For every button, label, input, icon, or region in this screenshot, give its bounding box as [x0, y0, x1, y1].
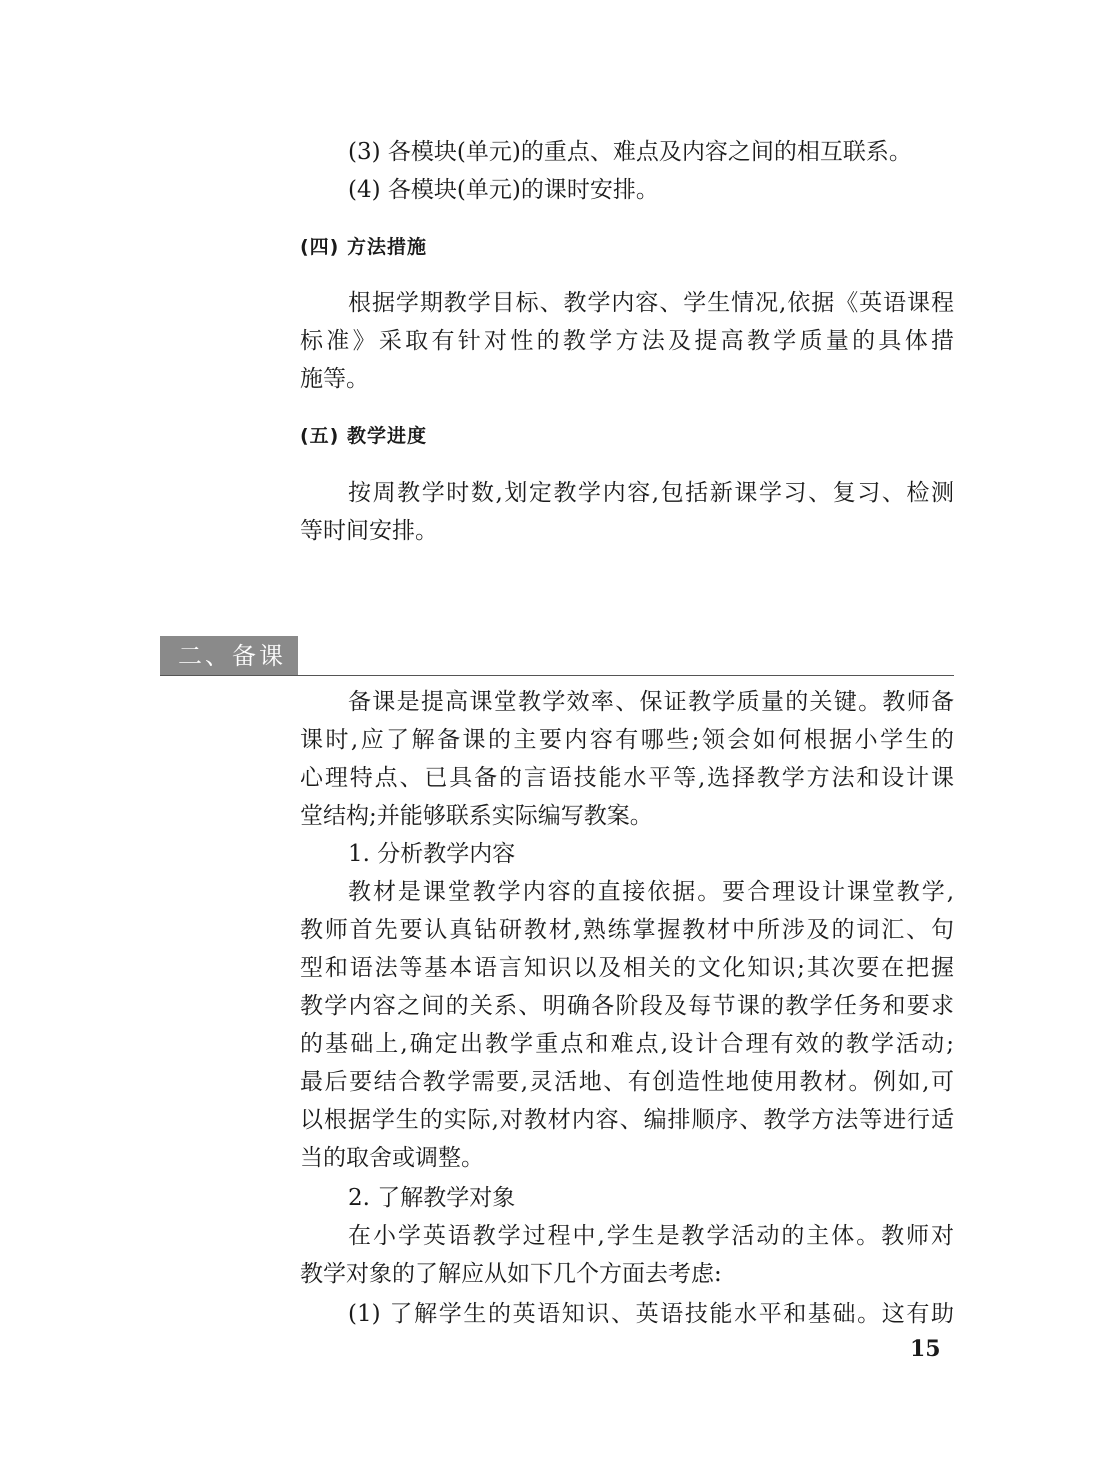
section-divider	[160, 675, 954, 676]
paragraph-line: 教师首先要认真钻研教材,熟练掌握教材中所涉及的词汇、句	[300, 917, 954, 943]
list-item-4: (4) 各模块(单元)的课时安排。	[348, 177, 659, 203]
paragraph-line: 根据学期教学目标、教学内容、学生情况,依据《英语课程	[348, 290, 954, 316]
paragraph-line: 教材是课堂教学内容的直接依据。要合理设计课堂教学,	[348, 879, 954, 905]
item-title-know-students: 2. 了解教学对象	[348, 1185, 516, 1211]
paragraph-line: 标准》采取有针对性的教学方法及提高教学质量的具体措	[300, 328, 954, 354]
paragraph-line: 的基础上,确定出教学重点和难点,设计合理有效的教学活动;	[300, 1031, 954, 1057]
subsection-heading-five: (五) 教学进度	[300, 425, 427, 447]
paragraph-line: 堂结构;并能够联系实际编写教案。	[300, 803, 653, 829]
paragraph-line: 课时,应了解备课的主要内容有哪些;领会如何根据小学生的	[300, 727, 954, 753]
paragraph-line: 心理特点、已具备的言语技能水平等,选择教学方法和设计课	[300, 765, 954, 791]
paragraph-line: 备课是提高课堂教学效率、保证教学质量的关键。教师备	[348, 689, 954, 715]
paragraph-line: 型和语法等基本语言知识以及相关的文化知识;其次要在把握	[300, 955, 954, 981]
paragraph-line: 按周教学时数,划定教学内容,包括新课学习、复习、检测	[348, 480, 954, 506]
paragraph-line: 等时间安排。	[300, 518, 438, 544]
paragraph-line: (1) 了解学生的英语知识、英语技能水平和基础。这有助	[348, 1301, 954, 1327]
paragraph-line: 教学内容之间的关系、明确各阶段及每节课的教学任务和要求	[300, 993, 954, 1019]
paragraph-line: 在小学英语教学过程中,学生是教学活动的主体。教师对	[348, 1223, 954, 1249]
paragraph-line: 最后要结合教学需要,灵活地、有创造性地使用教材。例如,可	[300, 1069, 954, 1095]
paragraph-line: 以根据学生的实际,对教材内容、编排顺序、教学方法等进行适	[300, 1107, 954, 1133]
subsection-heading-four: (四) 方法措施	[300, 236, 427, 258]
paragraph-line: 施等。	[300, 366, 369, 392]
list-item-3: (3) 各模块(单元)的重点、难点及内容之间的相互联系。	[348, 139, 912, 165]
page-number: 15	[910, 1336, 941, 1362]
item-title-analyze-content: 1. 分析教学内容	[348, 841, 516, 867]
section-title-bar: 二、备课	[160, 636, 298, 676]
paragraph-line: 教学对象的了解应从如下几个方面去考虑:	[300, 1261, 722, 1287]
paragraph-line: 当的取舍或调整。	[300, 1145, 484, 1171]
